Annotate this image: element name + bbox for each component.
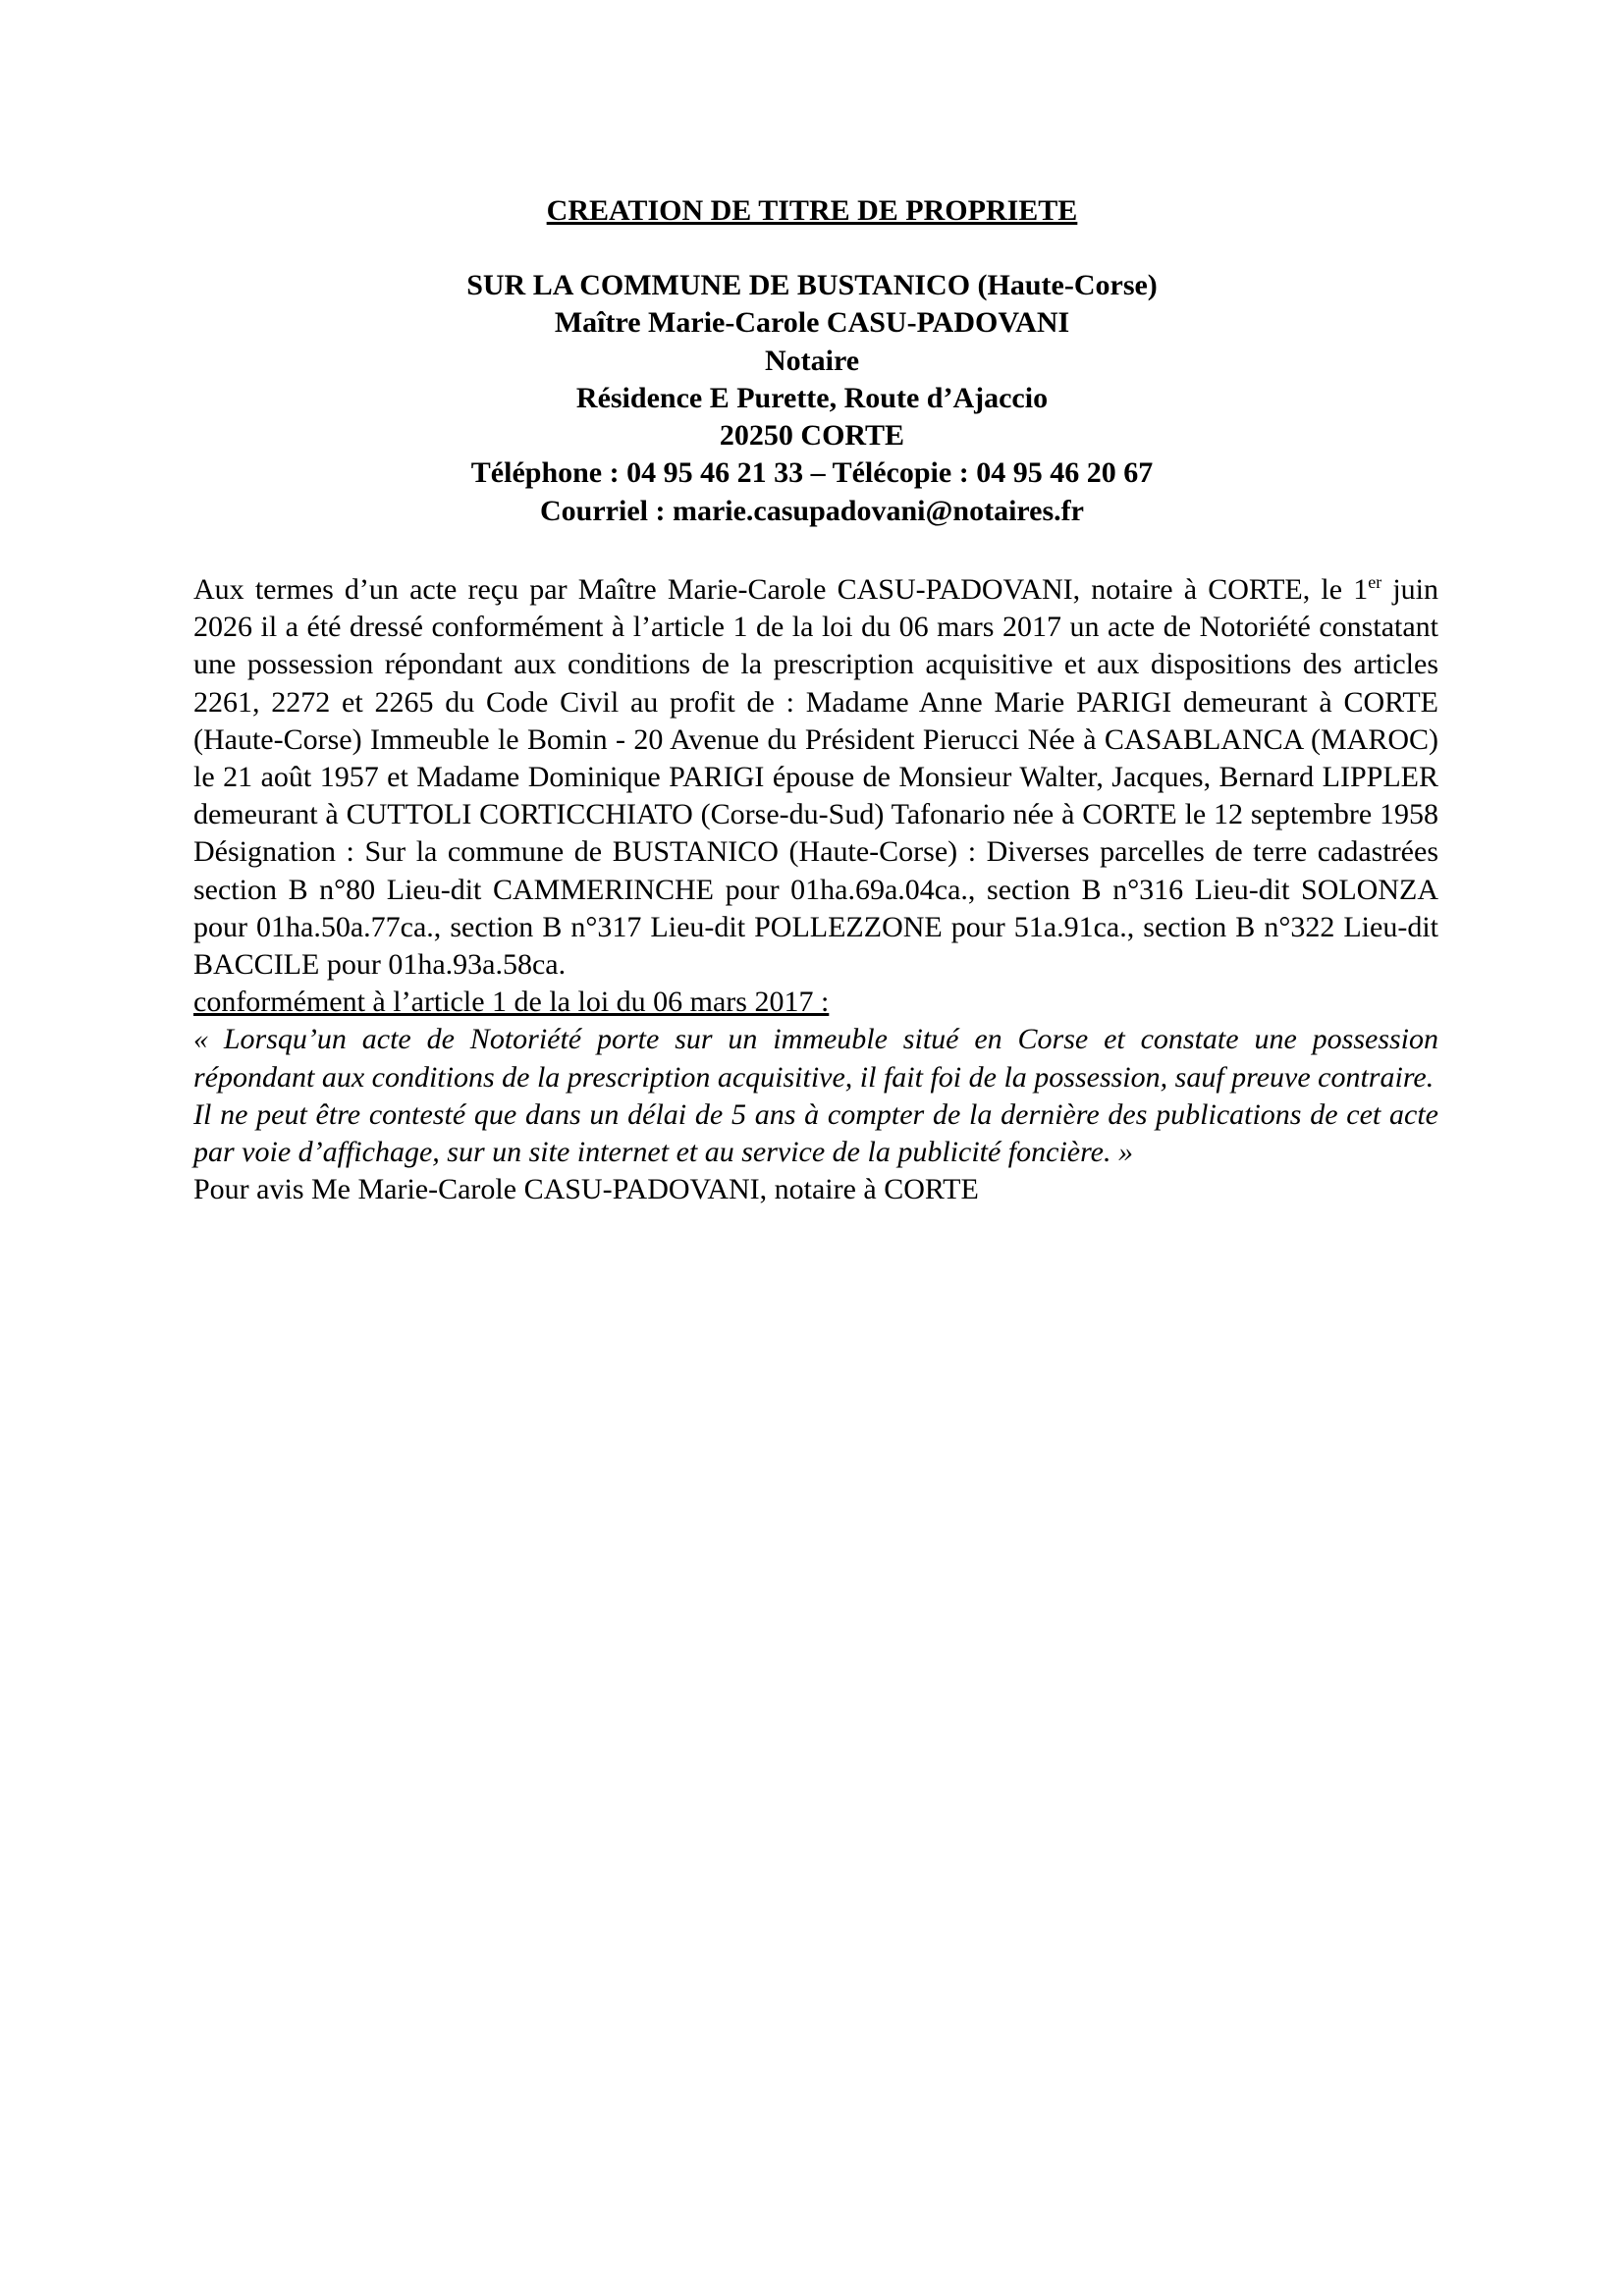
header-notary-name: Maître Marie-Carole CASU-PADOVANI <box>554 306 1070 340</box>
document-body <box>193 571 1438 1208</box>
law-reference-heading: conformément à l’article 1 de la loi du 06 mars 2017 : <box>193 986 830 1019</box>
header-email: Courriel : marie.casupadovani@notaires.fr <box>540 494 1084 527</box>
header-address: Résidence E Purette, Route d’Ajaccio <box>575 381 1049 414</box>
notary-header <box>0 267 1624 530</box>
closing-line: Pour avis Me Marie-Carole CASU-PADOVANI, notaire à CORTE <box>193 1173 979 1206</box>
intro-text-part2: juin 2026 il a été dressé conformément à l’article 1 de la loi du 06 mars 2017 un acte de Notoriété constatant une possession répondant aux conditions de la prescription acquisitive et aux dispositions des articles 2261, 2272 et 2265 du Code Civil au profit de : Madame Anne Marie PARIGI demeurant à CORTE (Haute-Corse) Immeuble le Bomin - 20 Avenue du Président Pierucci Née à CASABLANCA (MAROC) le 21 août 1957 et Madame Dominique PARIGI épouse de Monsieur Walter, Jacques, Bernard LIPPLER demeurant à CUTTOLI CORTICCHIATO (Corse-du-Sud) Tafonario née à CORTE le 12 septembre 1958 Désignation : Sur la commune de BUSTANICO (Haute-Corse) : Diverses parcelles de terre cadastrées section B n°80 Lieu-dit CAMMERINCHE pour 01ha.69a.04ca., section B n°316 Lieu-dit SOLONZA pour 01ha.50a.77ca., section B n°317 Lieu-dit POLLEZZONE pour 51a.91ca., section B n°322 Lieu-dit BACCILE pour 01ha.93a.58ca. <box>193 573 1439 982</box>
intro-paragraph <box>193 571 1438 984</box>
law-quote-paragraph-1: « Lorsqu’un acte de Notoriété porte sur un immeuble situé en Corse et constate une possession répondant aux conditions de la prescription acquisitive, il fait foi de la possession, sauf preuve contraire. <box>193 1023 1438 1094</box>
header-commune-line: SUR LA COMMUNE DE BUSTANICO (Haute-Corse) <box>466 269 1158 301</box>
document-title: CREATION DE TITRE DE PROPRIETE <box>546 194 1078 227</box>
header-phone-fax: Téléphone : 04 95 46 21 33 – Télécopie : 04 95 46 20 67 <box>470 456 1154 490</box>
header-notary-title: Notaire <box>764 344 860 377</box>
intro-superscript: er <box>1368 572 1382 592</box>
law-quote-paragraph-2: Il ne peut être contesté que dans un délai de 5 ans à compter de la dernière des publications de cet acte par voie d’affichage, sur un site internet et au service de la publicité foncière. » <box>193 1097 1438 1169</box>
header-postal-city: 20250 CORTE <box>719 419 905 453</box>
intro-text-part1: Aux termes d’un acte reçu par Maître Marie-Carole CASU-PADOVANI, notaire à CORTE, le 1 <box>193 573 1369 606</box>
